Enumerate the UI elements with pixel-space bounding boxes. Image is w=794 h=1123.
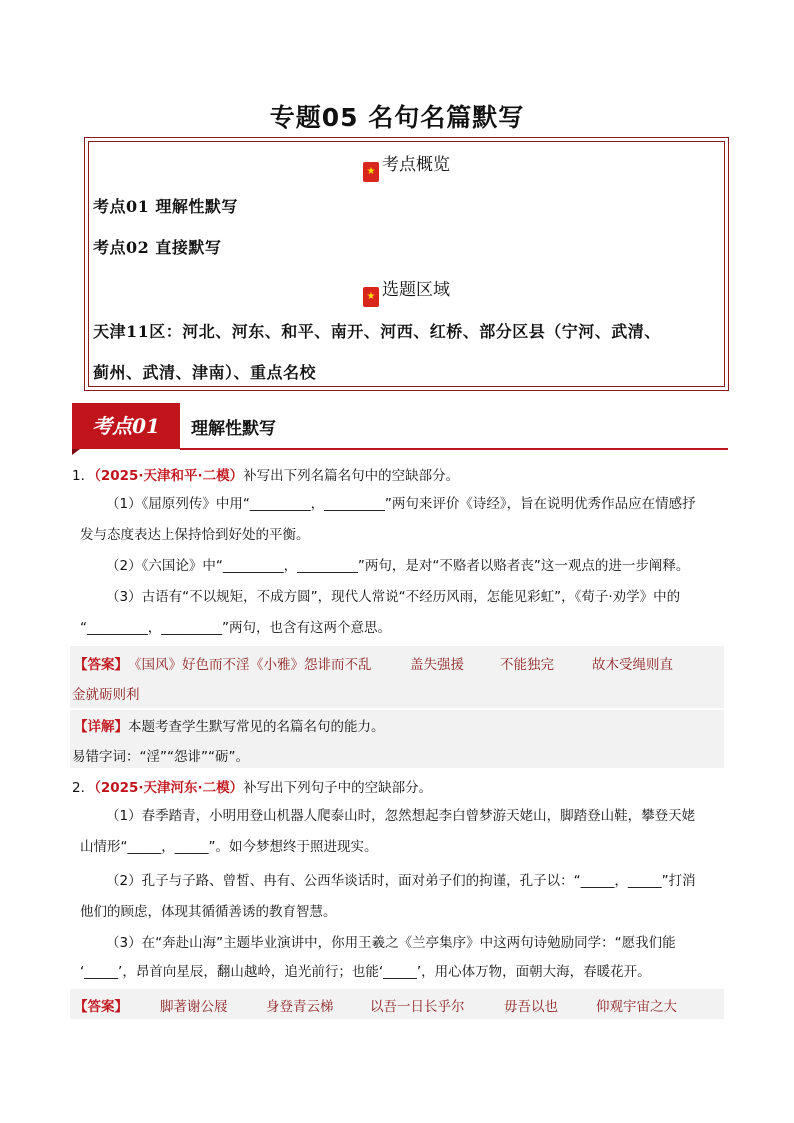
section-divider bbox=[180, 448, 728, 450]
question-source: （2025·天津和平·二模） bbox=[94, 468, 244, 484]
q2-part2-line1: （2）孔子与子路、曾皙、冉有、公西华谈话时，面对弟子们的拘谨，孔子以：“_____，_____”打消 bbox=[106, 873, 696, 889]
q1-error-chars: 易错字词：“淫”“怨诽”“砺”。 bbox=[72, 749, 249, 765]
question-number: 1． bbox=[72, 468, 95, 484]
page-title: 专题05 名句名篇默写 bbox=[269, 103, 525, 132]
question-text: 补写出下列名篇名句中的空缺部分。 bbox=[243, 468, 460, 484]
q2-answer-line bbox=[74, 995, 677, 1015]
answer-item: 《小雅》怨诽而不乱 bbox=[250, 657, 372, 673]
q2-part3-line1: （3）在“奔赴山海”主题毕业演讲中，你用王羲之《兰亭集序》中这两句诗勉励同学：“愿我们能 bbox=[106, 935, 676, 951]
region-header bbox=[85, 275, 728, 307]
region-line-2: 蓟州、武清、津南）、重点名校 bbox=[93, 363, 317, 382]
q2-part1-line1: （1）春季踏青，小明用登山机器人爬泰山时，忽然想起李白曾梦游天姥山，脚踏登山鞋，攀登天姥 bbox=[106, 808, 696, 824]
answer-item: 身登青云梯 bbox=[266, 999, 334, 1015]
overview-item-1: 考点01 理解性默写 bbox=[93, 197, 238, 216]
q2-part3-line2: ‘_____’，昂首向星辰，翻山越岭，追光前行；也能‘_____’，用心体万物，面朝大海，春暖花开。 bbox=[80, 964, 651, 980]
q1-part2: （2）《六国论》中“_________，_________”两句，是对“不赂者以赂者丧”这一观点的进一步阐释。 bbox=[106, 558, 690, 574]
q2-part1-line2: 山情形“_____，_____”。如今梦想终于照进现实。 bbox=[80, 839, 378, 855]
q1-answer-line1 bbox=[74, 653, 673, 673]
overview-header-text: 考点概览 bbox=[382, 155, 450, 175]
question-number: 2． bbox=[72, 780, 95, 796]
region-line-1: 天津11区：河北、河东、和平、南开、河西、红桥、部分区县（宁河、武清、 bbox=[93, 322, 661, 341]
answer-item: 以吾一日长乎尔 bbox=[370, 999, 465, 1015]
answer-item: 仰观宇宙之大 bbox=[596, 999, 677, 1015]
question-text: 补写出下列句子中的空缺部分。 bbox=[243, 780, 433, 796]
q1-answer-line2: 金就砺则利 bbox=[72, 687, 140, 703]
section-badge-text: 考点01 bbox=[92, 414, 160, 438]
flag-icon: ★ bbox=[363, 162, 379, 182]
detail-label: 【详解】 bbox=[74, 719, 128, 735]
question-1-stem bbox=[72, 464, 459, 484]
overview-header bbox=[85, 150, 728, 182]
flag-icon: ★ bbox=[363, 287, 379, 307]
overview-item-2: 考点02 直接默写 bbox=[93, 238, 222, 257]
region-header-text: 选题区域 bbox=[382, 280, 450, 300]
q1-answer-block bbox=[70, 646, 724, 708]
q1-part3-line2: “_________，_________”两句，也含有这两个意思。 bbox=[80, 620, 391, 636]
answer-item: 不能独完 bbox=[500, 657, 554, 673]
q1-detail-block bbox=[70, 710, 724, 768]
question-2-stem bbox=[72, 776, 432, 796]
answer-item: 《国风》好色而不淫 bbox=[128, 657, 250, 673]
question-source: （2025·天津河东·二模） bbox=[94, 780, 244, 796]
answer-item: 故木受绳则直 bbox=[592, 657, 673, 673]
q2-part2-line2: 他们的顾虑，体现其循循善诱的教育智慧。 bbox=[80, 904, 337, 920]
answer-item: 脚著谢公屐 bbox=[160, 999, 228, 1015]
answer-label: 【答案】 bbox=[74, 657, 128, 673]
answer-item: 盖失强援 bbox=[410, 657, 464, 673]
q1-part3-line1: （3）古语有“不以规矩，不成方圆”，现代人常说“不经历风雨，怎能见彩虹”，《荀子·劝学》中的 bbox=[106, 589, 681, 605]
section-badge bbox=[72, 403, 180, 449]
section-title: 理解性默写 bbox=[191, 419, 276, 439]
overview-box bbox=[84, 137, 729, 391]
q1-part1-line1: （1）《屈原列传》中用“_________，_________”两句来评价《诗经》，旨在说明优秀作品应在情感抒 bbox=[106, 496, 696, 512]
q2-answer-block bbox=[70, 989, 724, 1019]
answer-label: 【答案】 bbox=[74, 999, 128, 1015]
answer-item: 毋吾以也 bbox=[504, 999, 558, 1015]
detail-text: 本题考查学生默写常见的名篇名句的能力。 bbox=[128, 719, 385, 735]
q1-part1-line2: 发与态度表达上保持恰到好处的平衡。 bbox=[80, 527, 310, 543]
q1-detail-line bbox=[74, 715, 385, 735]
